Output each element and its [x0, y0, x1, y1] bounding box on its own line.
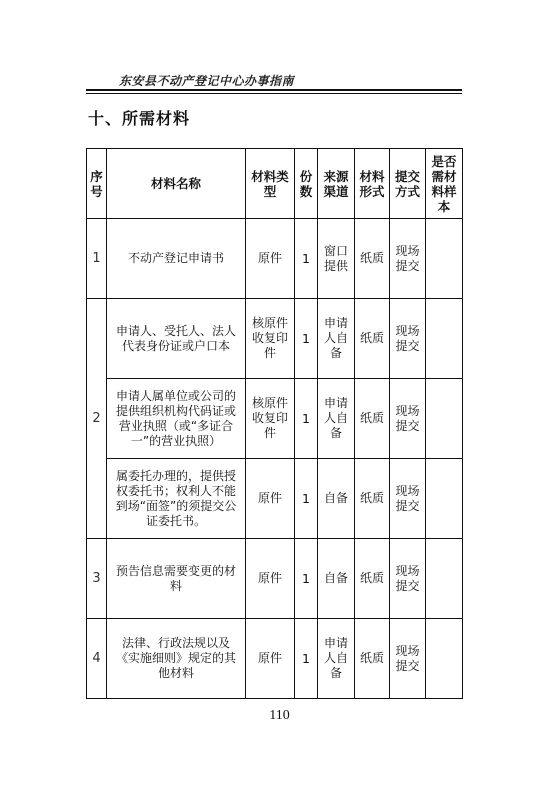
cell-type: 核原件收复印件 [246, 379, 295, 459]
column-header-name: 材料名称 [107, 149, 246, 219]
cell-form: 纸质 [355, 459, 390, 539]
header-rule-thin [86, 93, 462, 94]
cell-name: 不动产登记申请书 [107, 219, 246, 299]
cell-source: 申请人自备 [318, 379, 355, 459]
cell-name: 属委托办理的，提供授权委托书；权利人不能到场“面签”的须提交公证委托书。 [107, 459, 246, 539]
cell-type: 原件 [246, 619, 295, 699]
column-header-qty: 份数 [295, 149, 318, 219]
header-rule-thick [86, 89, 462, 91]
cell-qty: 1 [295, 379, 318, 459]
cell-qty: 1 [295, 219, 318, 299]
cell-submit: 现场提交 [390, 379, 426, 459]
cell-sample [426, 299, 463, 379]
materials-table [86, 148, 463, 699]
table-row [87, 619, 463, 699]
table-row [87, 379, 463, 459]
cell-seq: 1 [87, 219, 107, 299]
cell-submit: 现场提交 [390, 299, 426, 379]
running-header: 东安县不动产登记中心办事指南 [119, 74, 295, 88]
cell-submit: 现场提交 [390, 619, 426, 699]
cell-submit: 现场提交 [390, 539, 426, 619]
cell-sample [426, 619, 463, 699]
cell-source: 自备 [318, 459, 355, 539]
column-header-submit: 提交方式 [390, 149, 426, 219]
column-header-seq: 序号 [87, 149, 107, 219]
cell-type: 原件 [246, 539, 295, 619]
cell-submit: 现场提交 [390, 459, 426, 539]
table-row [87, 539, 463, 619]
cell-form: 纸质 [355, 619, 390, 699]
cell-form: 纸质 [355, 219, 390, 299]
cell-source: 自备 [318, 539, 355, 619]
cell-seq: 4 [87, 619, 107, 699]
cell-sample [426, 219, 463, 299]
cell-name: 申请人属单位或公司的提供组织机构代码证或营业执照（或“多证合一”的营业执照） [107, 379, 246, 459]
cell-form: 纸质 [355, 379, 390, 459]
column-header-form: 材料形式 [355, 149, 390, 219]
cell-seq: 3 [87, 539, 107, 619]
table-row [87, 459, 463, 539]
cell-name: 申请人、受托人、法人代表身份证或户口本 [107, 299, 246, 379]
cell-type: 核原件收复印件 [246, 299, 295, 379]
cell-type: 原件 [246, 219, 295, 299]
cell-sample [426, 459, 463, 539]
column-header-sample: 是否需材料样本 [426, 149, 463, 219]
cell-sample [426, 539, 463, 619]
cell-source: 申请人自备 [318, 619, 355, 699]
section-title: 十、所需材料 [88, 109, 191, 128]
table-header-row [87, 149, 463, 219]
column-header-type: 材料类型 [246, 149, 295, 219]
cell-qty: 1 [295, 539, 318, 619]
cell-form: 纸质 [355, 539, 390, 619]
table-row [87, 219, 463, 299]
cell-qty: 1 [295, 459, 318, 539]
column-header-source: 来源渠道 [318, 149, 355, 219]
cell-qty: 1 [295, 619, 318, 699]
cell-sample [426, 379, 463, 459]
cell-submit: 现场提交 [390, 219, 426, 299]
cell-name: 法律、行政法规以及《实施细则》规定的其他材料 [107, 619, 246, 699]
table-row [87, 299, 463, 379]
cell-type: 原件 [246, 459, 295, 539]
cell-name: 预告信息需要变更的材料 [107, 539, 246, 619]
cell-source: 申请人自备 [318, 299, 355, 379]
cell-source: 窗口提供 [318, 219, 355, 299]
cell-qty: 1 [295, 299, 318, 379]
cell-form: 纸质 [355, 299, 390, 379]
page-number: 110 [269, 708, 290, 723]
cell-seq: 2 [87, 299, 107, 539]
